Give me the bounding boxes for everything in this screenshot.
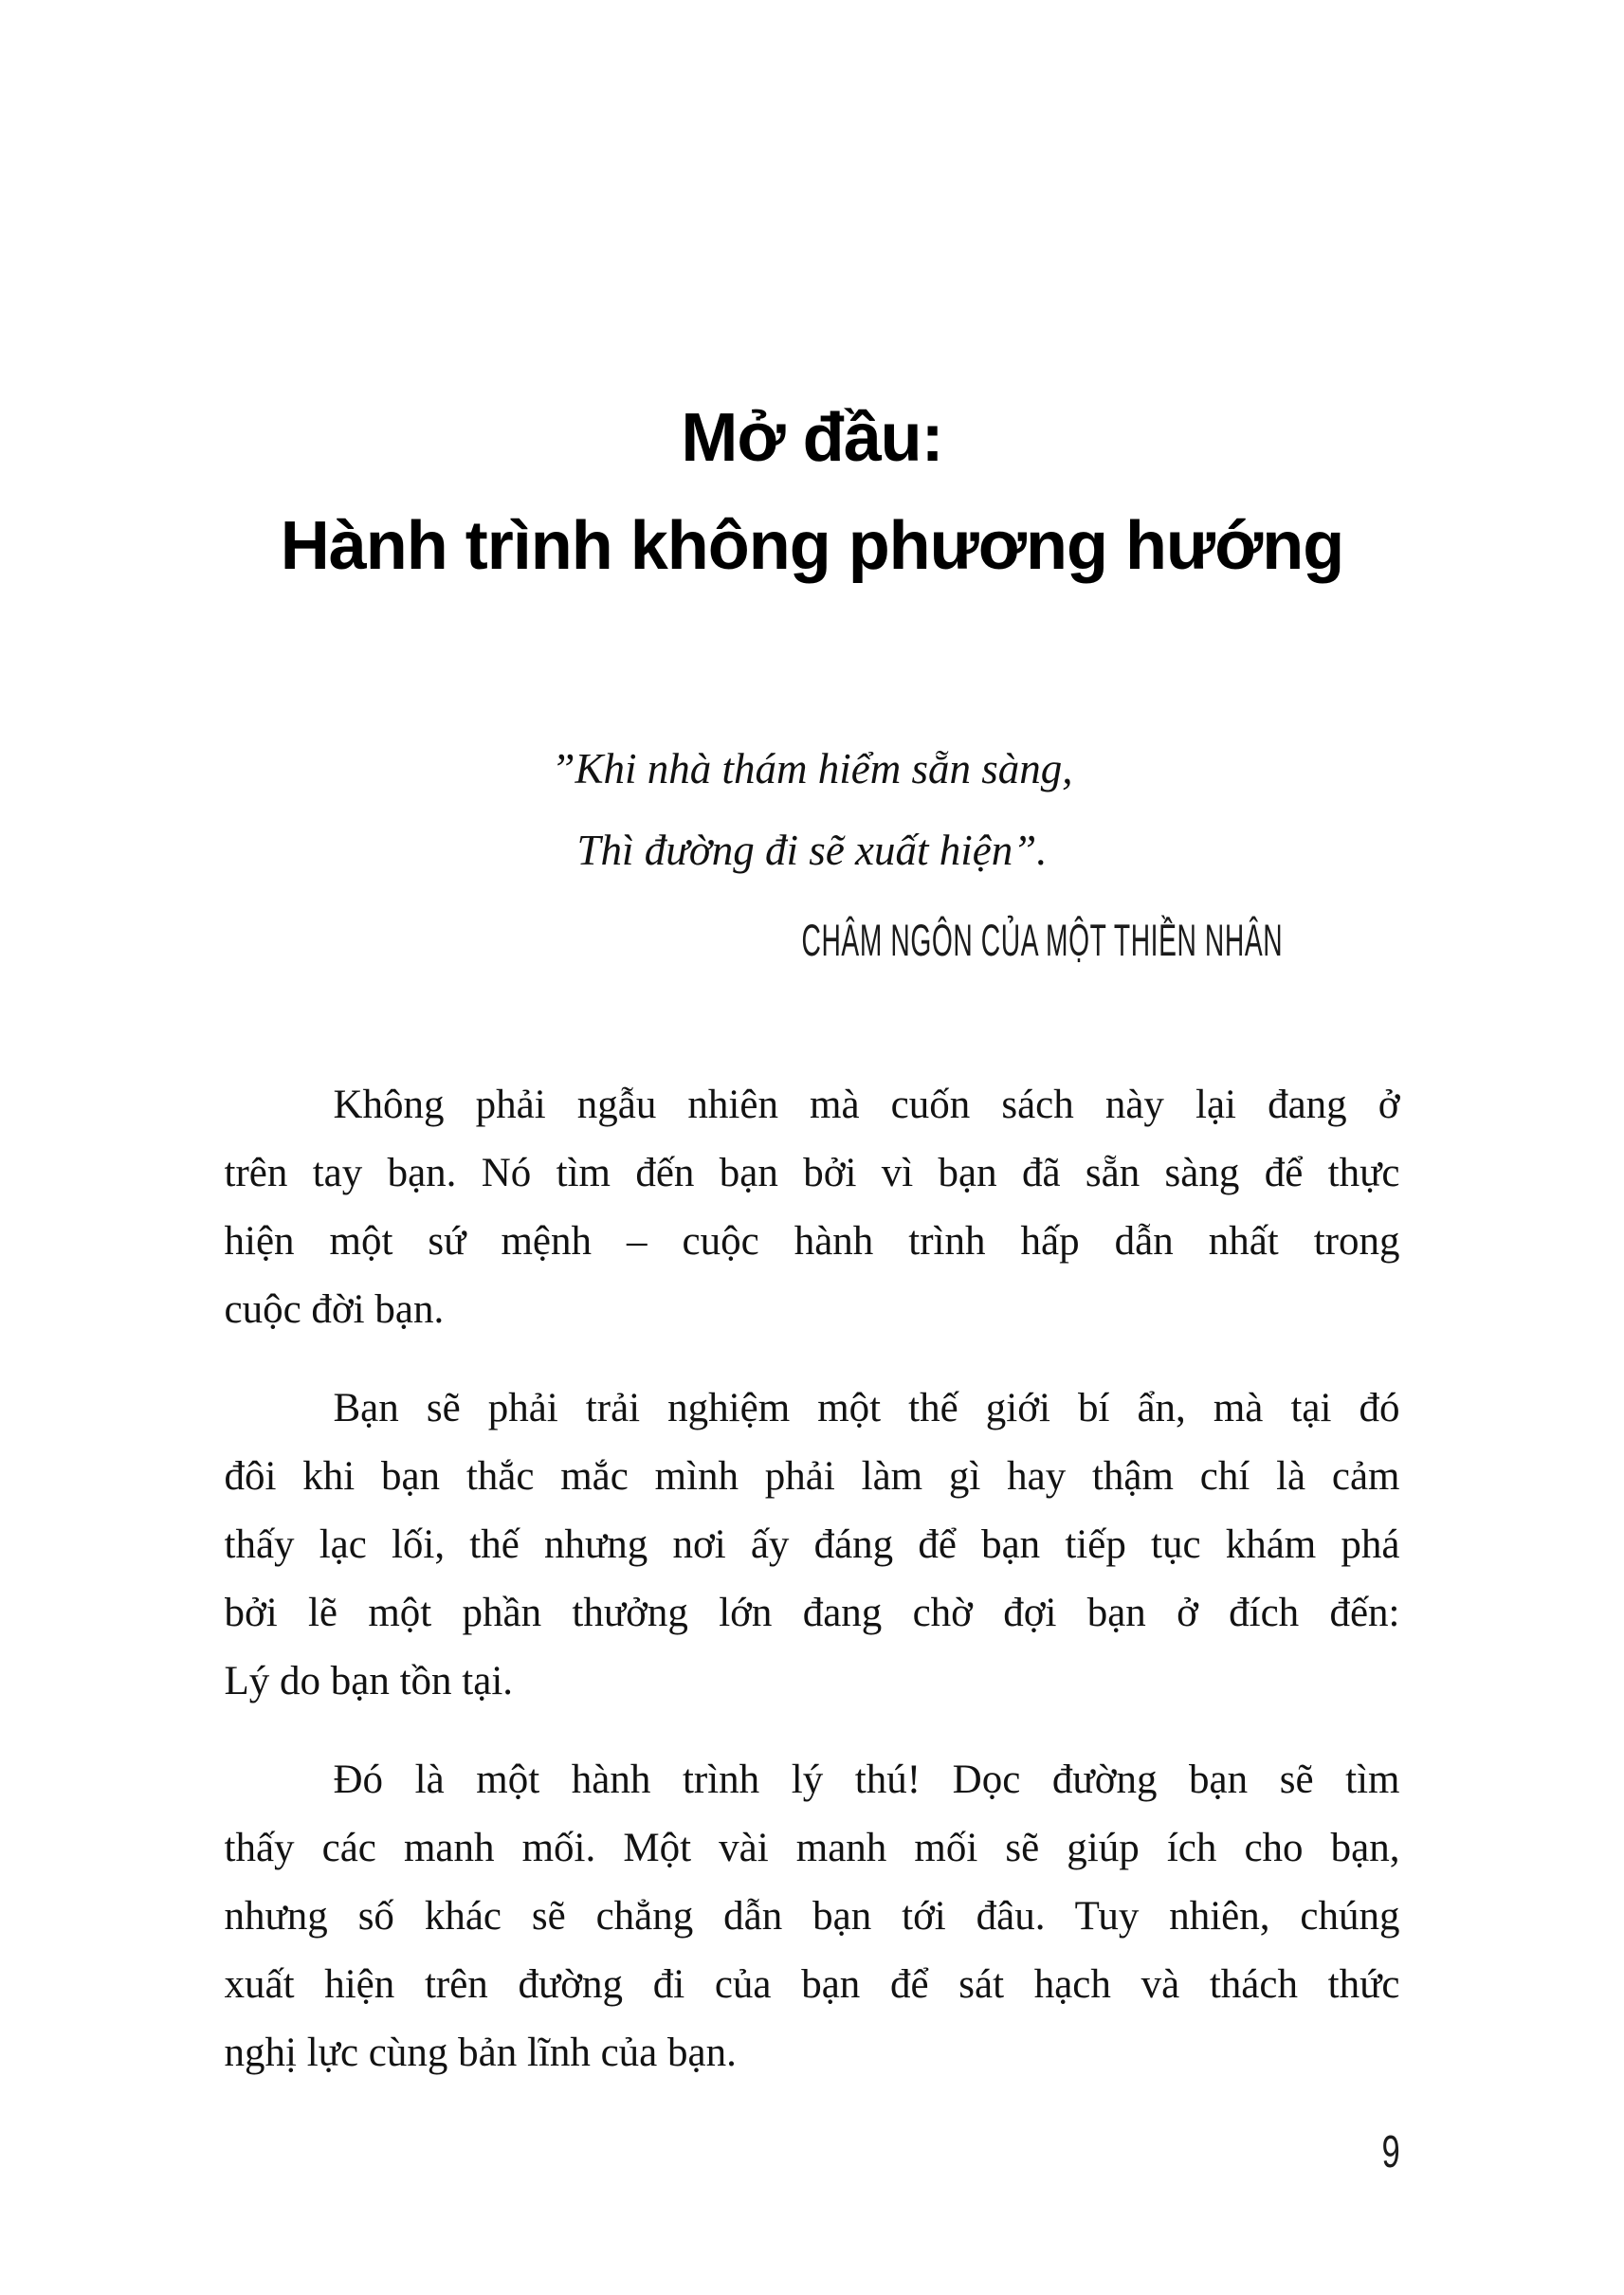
- quote-attribution: [225, 914, 1400, 967]
- page-number: [225, 2127, 1400, 2178]
- body-line: trên tay bạn. Nó tìm đến bạn bởi vì bạn đã sẵn sàng để thực: [224, 1151, 1400, 1195]
- epigraph-line-1: ”Khi nhà thám hiểm sẵn sàng,: [551, 745, 1073, 792]
- body-line: thấy lạc lối, thế nhưng nơi ấy đáng để bạn tiếp tục khám phá: [224, 1522, 1400, 1567]
- body-line: nghị lực cùng bản lĩnh của bạn.: [224, 2031, 737, 2075]
- body-line: đôi khi bạn thắc mắc mình phải làm gì hay thậm chí là cảm: [224, 1454, 1400, 1499]
- body-line: Đó là một hành trình lý thú! Dọc đường bạn sẽ tìm: [333, 1758, 1400, 1802]
- body-line: nhưng số khác sẽ chẳng dẫn bạn tới đâu. Tuy nhiên, chúng: [224, 1894, 1400, 1939]
- epigraph-quote: [225, 728, 1400, 891]
- page-number-value: 9: [1381, 2127, 1400, 2177]
- body-line: Bạn sẽ phải trải nghiệm một thế giới bí ẩn, mà tại đó: [333, 1386, 1400, 1430]
- body-line: cuộc đời bạn.: [224, 1287, 445, 1332]
- chapter-title: [225, 384, 1400, 600]
- body-paragraph: [225, 1375, 1400, 1716]
- chapter-title-line-2: Hành trình không phương hướng: [280, 508, 1344, 584]
- body-line: bởi lẽ một phần thưởng lớn đang chờ đợi bạn ở đích đến:: [224, 1591, 1400, 1635]
- body-paragraph: [225, 1746, 1400, 2087]
- page-content: [225, 0, 1400, 2178]
- quote-attribution-text: CHÂM NGÔN CỦA MỘT THIỀN NHÂN: [801, 915, 1284, 965]
- chapter-title-line-1: Mở đầu:: [681, 400, 943, 476]
- body-line: xuất hiện trên đường đi của bạn để sát hạch và thách thức: [224, 1962, 1400, 2007]
- body-line: Không phải ngẫu nhiên mà cuốn sách này lại đang ở: [333, 1083, 1400, 1127]
- body-line: hiện một sứ mệnh – cuộc hành trình hấp dẫn nhất trong: [224, 1219, 1400, 1264]
- body-paragraph: [225, 1071, 1400, 1344]
- epigraph-line-2: Thì đường đi sẽ xuất hiện”.: [576, 827, 1048, 874]
- body-line: thấy các manh mối. Một vài manh mối sẽ giúp ích cho bạn,: [224, 1826, 1400, 1870]
- body-text: [225, 1071, 1400, 2087]
- body-line: Lý do bạn tồn tại.: [224, 1659, 514, 1703]
